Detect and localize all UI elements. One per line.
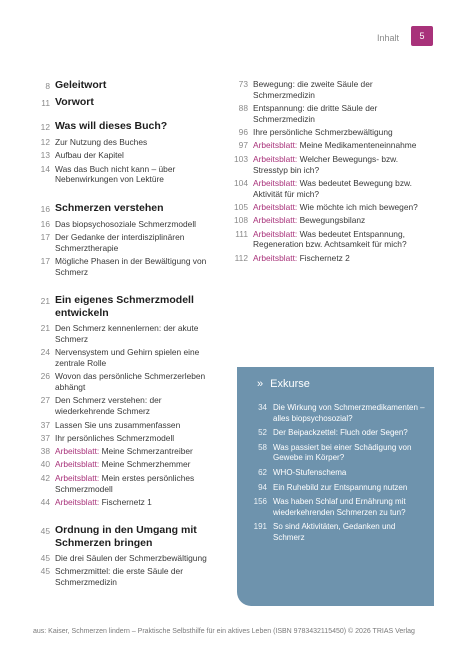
toc-entry-text [55,347,223,369]
toc-entry-text [253,79,434,101]
toc-entry-title: Entspannung: die dritte Säule der Schmerzmedizin [253,103,378,124]
toc-entry-title: Meine Medikamenteneinnahme [299,140,417,151]
toc-page-number: 17 [40,256,50,267]
toc-entry-title: Aufbau der Kapitel [55,150,124,161]
toc-page-number: 40 [40,459,50,470]
toc-chapter[interactable] [28,202,223,216]
toc-entry-text [55,219,223,230]
toc-entry[interactable] [28,566,223,588]
toc-page-number: 16 [40,203,50,214]
toc-page-number: 45 [40,566,50,577]
footer-citation: aus: Kaiser, Schmerzen lindern – Praktische Selbsthilfe für ein aktives Leben (ISBN 9783432115450) © 2026 TRIAS Verlag [33,628,415,635]
toc-entry-text [253,103,434,125]
toc-chapter[interactable] [28,120,223,134]
toc-entry-title: Was das Buch nicht kann – über Nebenwirkungen von Lektüre [55,163,176,185]
exkurs-page-number: 94 [258,482,267,492]
exkurs-page-number: 34 [258,403,267,412]
toc-spacer [28,113,223,120]
toc-entry-title: Wie möchte ich mich bewegen? [299,201,418,212]
toc-worksheet-entry[interactable] [226,154,434,176]
exkurs-page-number: 52 [258,428,267,438]
toc-page-number: 97 [238,140,248,151]
toc-entry-title: Mein erstes persönliches Schmerzmodell [55,472,195,494]
toc-entry[interactable] [28,256,223,278]
toc-entry-text [55,79,223,93]
toc-worksheet-entry[interactable] [226,202,434,213]
toc-page-number: 21 [40,296,50,307]
toc-entry-text [55,497,223,508]
toc-entry[interactable] [28,137,223,148]
toc-entry[interactable] [28,553,223,564]
toc-entry-title: Bewegungsbilanz [299,215,366,226]
toc-entry-text [55,566,223,588]
toc-entry-title: Nervensystem und Gehirn spielen eine zentrale Rolle [55,347,200,369]
toc-page-number: 17 [40,231,50,242]
toc-entry-text [55,294,223,320]
toc-entry-text [253,229,434,251]
toc-page-number: 45 [40,553,50,564]
exkurs-title: Der Beipackzettel: Fluch oder Segen? [273,428,408,438]
toc-page-number: 14 [40,163,50,174]
toc-entry-text [55,120,223,134]
toc-entry-title: Den Schmerz kennenlernen: der akute Schmerz [55,323,199,344]
exkurs-entry[interactable] [237,403,427,424]
worksheet-tag: Arbeitsblatt: [55,496,100,507]
toc-page-number: 16 [40,218,50,229]
toc-entry-text [55,150,223,161]
exkurse-heading [257,378,310,390]
toc-worksheet-entry[interactable] [226,178,434,200]
worksheet-tag: Arbeitsblatt: [253,177,298,188]
exkurs-page-number: 62 [258,467,267,477]
toc-entry-title: Ihre persönliche Schmerzbewältigung [253,127,393,138]
exkurse-box [237,367,434,606]
toc-entry-text [253,178,434,200]
toc-chapter[interactable] [28,294,223,320]
toc-worksheet-entry[interactable] [226,253,434,264]
worksheet-tag: Arbeitsblatt: [55,472,100,483]
toc-row-gap [226,263,434,266]
toc-entry-title: Lassen Sie uns zusammenfassen [55,419,181,430]
exkurs-title: Was passiert bei einer Schädigung von Gewebe im Körper? [273,442,412,463]
toc-row-gap [28,588,223,591]
toc-entry-text [55,553,223,564]
toc-entry-title: Schmerzen verstehen [55,201,164,214]
page-number-badge: 5 [411,26,433,46]
toc-page-number: 88 [238,103,248,114]
toc-entry-text [55,524,223,550]
toc-entry[interactable] [226,127,434,138]
toc-page-number: 26 [40,371,50,382]
exkurs-page-number: 156 [253,497,267,507]
toc-page-number: 24 [40,347,50,358]
toc-entry-text [55,96,223,110]
toc-page-number: 13 [40,150,50,161]
worksheet-tag: Arbeitsblatt: [253,252,298,263]
worksheet-tag: Arbeitsblatt: [253,215,298,226]
exkurs-title: Die Wirkung von Schmerzmedikamenten – alles biopsychosozial? [273,403,425,423]
toc-entry-title: Fischernetz 2 [299,252,350,263]
worksheet-tag: Arbeitsblatt: [55,446,100,457]
toc-spacer [28,280,223,294]
toc-right-column [226,79,434,266]
exkurs-entry[interactable] [237,443,427,464]
toc-entry-title: Ordnung in den Umgang mit Schmerzen bringen [55,524,197,550]
toc-entry[interactable] [226,103,434,125]
toc-worksheet-entry[interactable] [28,497,223,508]
toc-page-number: 105 [234,201,248,212]
exkurs-title: Ein Ruhebild zur Entspannung nutzen [273,482,408,492]
toc-entry[interactable] [28,395,223,417]
worksheet-tag: Arbeitsblatt: [253,153,298,164]
toc-entry-title: Schmerzmittel: die erste Säule der Schmerzmedizin [55,566,184,588]
toc-page-number: 12 [40,122,50,132]
toc-page-number: 21 [40,323,50,334]
toc-page-number: 11 [41,98,50,108]
toc-entry-title: Meine Schmerzhemmer [101,459,191,470]
toc-worksheet-entry[interactable] [28,459,223,470]
toc-entry-title: Vorwort [55,96,94,108]
toc-worksheet-entry[interactable] [28,473,223,495]
toc-entry-text [253,127,434,138]
exkurs-title: WHO-Stufenschema [273,467,347,477]
toc-page-number: 112 [234,252,248,263]
toc-page-number: 73 [238,79,248,89]
toc-page-number: 44 [40,496,50,507]
toc-page-number: 108 [234,215,248,226]
toc-entry-text [55,395,223,417]
exkurs-page-number: 191 [253,522,267,532]
exkurs-entry[interactable] [237,483,427,494]
toc-entry-text [55,323,223,345]
toc-entry-title: Was bedeutet Bewegung bzw. Aktivität für mich? [253,177,412,199]
toc-page-number: 38 [40,446,50,457]
toc-entry-text [55,420,223,431]
toc-chapter[interactable] [28,96,223,110]
toc-entry-title: Der Gedanke der interdisziplinären Schmerztherapie [55,231,185,253]
worksheet-tag: Arbeitsblatt: [253,140,298,151]
exkurs-title: Was haben Schlaf und Ernährung mit wiederkehrenden Schmerzen zu tun? [273,497,406,517]
toc-entry-title: Welcher Bewegungs- bzw. Stresstyp bin ich? [253,153,399,175]
toc-entry[interactable] [28,164,223,186]
toc-entry-title: Wovon das persönliche Schmerzerleben abhängt [55,371,206,393]
toc-chapter[interactable] [28,79,223,93]
toc-entry-title: Was will dieses Buch? [55,120,168,132]
toc-page-number: 37 [40,432,50,443]
toc-entry-text [55,446,223,457]
toc-page-number: 37 [40,419,50,430]
toc-entry-text [55,459,223,470]
toc-page-number: 27 [40,395,50,406]
toc-page-number: 12 [40,137,50,147]
toc-entry-title: Geleitwort [55,79,107,91]
toc-worksheet-entry[interactable] [226,229,434,251]
toc-entry[interactable] [28,420,223,431]
toc-entry[interactable] [28,347,223,369]
toc-entry-title: Die drei Säulen der Schmerzbewältigung [55,553,207,564]
worksheet-tag: Arbeitsblatt: [253,228,298,239]
toc-entry[interactable] [28,323,223,345]
toc-entry[interactable] [28,219,223,230]
toc-entry-text [55,433,223,444]
toc-entry-title: Ihr persönliches Schmerzmodell [55,432,175,443]
toc-worksheet-entry[interactable] [226,140,434,151]
worksheet-tag: Arbeitsblatt: [253,201,298,212]
exkurs-page-number: 58 [258,442,267,452]
toc-entry-text [55,473,223,495]
exkurs-entry[interactable] [237,522,427,543]
toc-worksheet-entry[interactable] [28,446,223,457]
toc-entry-title: Fischernetz 1 [101,496,152,507]
toc-page-number: 103 [234,153,248,164]
toc-page-number: 8 [45,81,50,91]
toc-entry-text [253,202,434,213]
toc-entry[interactable] [28,433,223,444]
toc-entry-title: Das biopsychosoziale Schmerzmodell [55,218,197,229]
exkurse-title: Exkurse [270,378,310,390]
toc-entry-text [55,256,223,278]
toc-entry-title: Den Schmerz verstehen: der wiederkehrende Schmerz [55,395,162,417]
toc-entry-text [55,232,223,254]
toc-entry-text [253,253,434,264]
toc-page-number: 42 [40,472,50,483]
toc-page-number: 96 [238,127,248,138]
toc-entry-text [55,371,223,393]
toc-entry-title: Bewegung: die zweite Säule der Schmerzmedizin [253,79,373,100]
toc-entry[interactable] [28,150,223,161]
toc-entry-text [55,164,223,186]
toc-page-number: 45 [40,526,50,537]
exkurs-title: So sind Aktivitäten, Gedanken und Schmerz [273,522,396,542]
section-label: Inhalt [377,33,400,43]
toc-page-number: 104 [234,177,248,188]
toc-entry-title: Ein eigenes Schmerzmodell entwickeln [55,294,194,320]
worksheet-tag: Arbeitsblatt: [55,459,100,470]
toc-spacer [28,510,223,524]
double-chevron-right-icon: » [257,378,264,390]
toc-entry-title: Zur Nutzung des Buches [55,137,148,147]
toc-entry-text [55,137,223,148]
toc-spacer [28,188,223,202]
toc-entry-title: Meine Schmerzantreiber [101,446,193,457]
toc-entry[interactable] [28,232,223,254]
toc-chapter[interactable] [28,524,223,550]
toc-entry-text [55,202,223,216]
toc-entry[interactable] [28,371,223,393]
toc-entry[interactable] [226,79,434,101]
toc-entry-text [253,140,434,151]
toc-entry-text [253,215,434,226]
exkurse-list [237,403,427,548]
exkurs-entry[interactable] [237,497,427,518]
toc-entry-title: Mögliche Phasen in der Bewältigung von Schmerz [55,256,207,277]
toc-page-number: 111 [235,228,248,239]
exkurs-entry[interactable] [237,468,427,479]
toc-left-column [28,79,223,591]
toc-worksheet-entry[interactable] [226,215,434,226]
exkurs-entry[interactable] [237,428,427,439]
toc-entry-text [253,154,434,176]
toc-entry-title: Was bedeutet Entspannung, Regeneration bzw. Achtsamkeit für mich? [253,228,407,250]
